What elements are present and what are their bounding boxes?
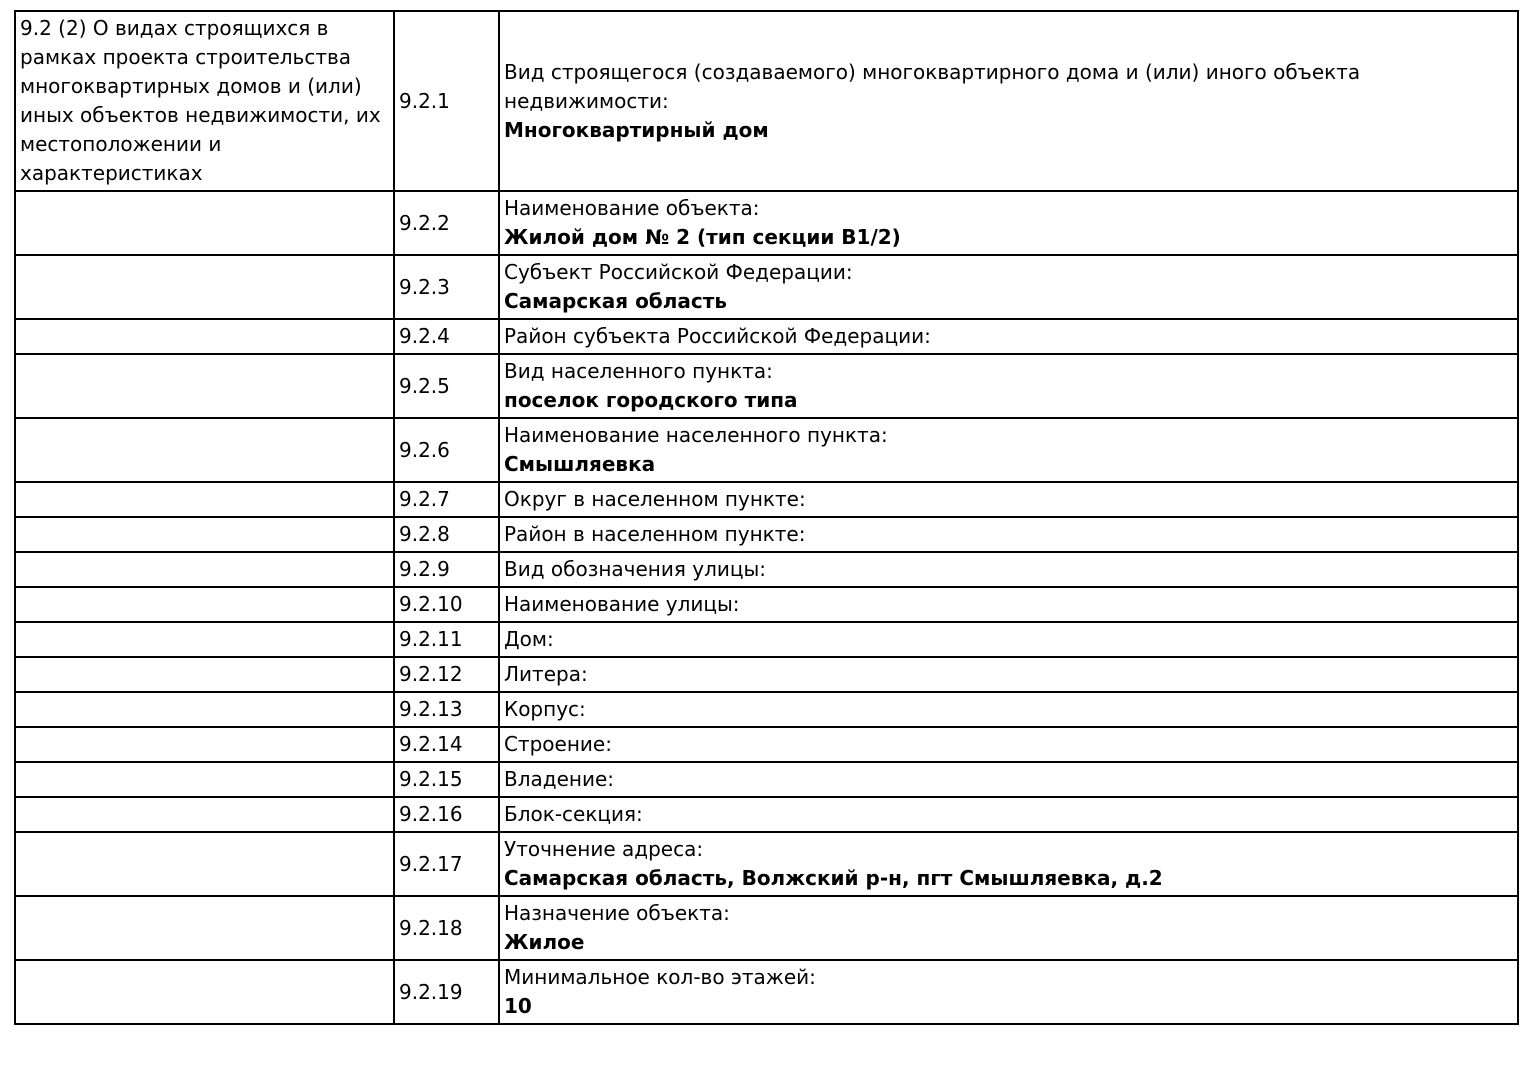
field-value: Жилой дом № 2 (тип секции В1/2) bbox=[504, 225, 901, 249]
row-number: 9.2.17 bbox=[394, 832, 499, 896]
row-number: 9.2.9 bbox=[394, 552, 499, 587]
row-content-cell bbox=[499, 517, 1518, 552]
table-row bbox=[15, 354, 1518, 418]
empty-description-cell bbox=[15, 587, 394, 622]
table-row bbox=[15, 960, 1518, 1024]
row-content-cell bbox=[499, 762, 1518, 797]
table-row bbox=[15, 622, 1518, 657]
section-title: 9.2 (2) О видах строящихся в рамках проекта строительства многоквартирных домов и (или) иных объектов недвижимости, их местоположении и характеристиках bbox=[20, 16, 381, 185]
empty-description-cell bbox=[15, 832, 394, 896]
row-content-cell bbox=[499, 319, 1518, 354]
row-content-cell bbox=[499, 692, 1518, 727]
row-number: 9.2.15 bbox=[394, 762, 499, 797]
table-row bbox=[15, 797, 1518, 832]
field-value: Жилое bbox=[504, 930, 585, 954]
row-number: 9.2.7 bbox=[394, 482, 499, 517]
field-value: поселок городского типа bbox=[504, 388, 798, 412]
row-content-cell bbox=[499, 832, 1518, 896]
row-number: 9.2.6 bbox=[394, 418, 499, 482]
field-value: Многоквартирный дом bbox=[504, 117, 769, 142]
row-number: 9.2.2 bbox=[394, 191, 499, 255]
table-row bbox=[15, 418, 1518, 482]
table-row bbox=[15, 191, 1518, 255]
empty-description-cell bbox=[15, 622, 394, 657]
row-content-cell bbox=[499, 482, 1518, 517]
field-label: Округ в населенном пункте: bbox=[504, 487, 806, 511]
row-number: 9.2.18 bbox=[394, 896, 499, 960]
empty-description-cell bbox=[15, 692, 394, 727]
row-content-cell bbox=[499, 191, 1518, 255]
row-number: 9.2.3 bbox=[394, 255, 499, 319]
field-label: Район субъекта Российской Федерации: bbox=[504, 324, 931, 348]
empty-description-cell bbox=[15, 657, 394, 692]
empty-description-cell bbox=[15, 418, 394, 482]
field-value: Самарская область bbox=[504, 289, 728, 313]
row-content-cell bbox=[499, 418, 1518, 482]
empty-description-cell bbox=[15, 255, 394, 319]
field-label: Наименование объекта: bbox=[504, 196, 760, 220]
field-label: Вид обозначения улицы: bbox=[504, 557, 767, 581]
table-row bbox=[15, 727, 1518, 762]
row-content-cell bbox=[499, 587, 1518, 622]
row-number: 9.2.12 bbox=[394, 657, 499, 692]
empty-description-cell bbox=[15, 482, 394, 517]
row-content-cell bbox=[499, 255, 1518, 319]
declaration-table bbox=[14, 10, 1519, 1025]
row-content-cell bbox=[499, 727, 1518, 762]
row-number: 9.2.10 bbox=[394, 587, 499, 622]
field-label: Литера: bbox=[504, 662, 588, 686]
empty-description-cell bbox=[15, 727, 394, 762]
table-row bbox=[15, 319, 1518, 354]
empty-description-cell bbox=[15, 517, 394, 552]
row-number: 9.2.14 bbox=[394, 727, 499, 762]
row-number: 9.2.4 bbox=[394, 319, 499, 354]
field-value: Самарская область, Волжский р-н, пгт Смышляевка, д.2 bbox=[504, 866, 1163, 890]
table-row bbox=[15, 692, 1518, 727]
table-row bbox=[15, 657, 1518, 692]
field-label: Назначение объекта: bbox=[504, 901, 730, 925]
field-label: Строение: bbox=[504, 732, 612, 756]
table-row bbox=[15, 482, 1518, 517]
field-label: Уточнение адреса: bbox=[504, 837, 704, 861]
field-label: Район в населенном пункте: bbox=[504, 522, 806, 546]
field-label: Дом: bbox=[504, 627, 554, 651]
row-number: 9.2.13 bbox=[394, 692, 499, 727]
field-label: Наименование населенного пункта: bbox=[504, 423, 888, 447]
table-row bbox=[15, 255, 1518, 319]
table-row bbox=[15, 832, 1518, 896]
field-label: Субъект Российской Федерации: bbox=[504, 260, 853, 284]
field-value: 10 bbox=[504, 994, 532, 1018]
row-content-cell bbox=[499, 622, 1518, 657]
empty-description-cell bbox=[15, 552, 394, 587]
row-number: 9.2.1 bbox=[394, 11, 499, 191]
row-content-cell bbox=[499, 552, 1518, 587]
row-number: 9.2.11 bbox=[394, 622, 499, 657]
row-content-cell bbox=[499, 797, 1518, 832]
table-body bbox=[15, 11, 1518, 1024]
table-row bbox=[15, 587, 1518, 622]
row-content-cell bbox=[499, 896, 1518, 960]
empty-description-cell bbox=[15, 896, 394, 960]
empty-description-cell bbox=[15, 797, 394, 832]
field-label: Блок-секция: bbox=[504, 802, 643, 826]
field-label: Вид строящегося (создаваемого) многоквартирного дома и (или) иного объекта недвижимости: bbox=[504, 59, 1361, 113]
empty-description-cell bbox=[15, 354, 394, 418]
row-content-cell bbox=[499, 354, 1518, 418]
row-number: 9.2.16 bbox=[394, 797, 499, 832]
empty-description-cell bbox=[15, 762, 394, 797]
row-content-cell bbox=[499, 11, 1518, 191]
row-number: 9.2.8 bbox=[394, 517, 499, 552]
empty-description-cell bbox=[15, 960, 394, 1024]
field-label: Минимальное кол-во этажей: bbox=[504, 965, 816, 989]
table-row bbox=[15, 896, 1518, 960]
empty-description-cell bbox=[15, 319, 394, 354]
row-content-cell bbox=[499, 960, 1518, 1024]
field-label: Вид населенного пункта: bbox=[504, 359, 773, 383]
field-label: Наименование улицы: bbox=[504, 592, 740, 616]
field-label: Корпус: bbox=[504, 697, 586, 721]
empty-description-cell bbox=[15, 191, 394, 255]
section-description-cell bbox=[15, 11, 394, 191]
row-content-cell bbox=[499, 657, 1518, 692]
row-number: 9.2.5 bbox=[394, 354, 499, 418]
table-row bbox=[15, 762, 1518, 797]
table-row bbox=[15, 552, 1518, 587]
field-label: Владение: bbox=[504, 767, 615, 791]
row-number: 9.2.19 bbox=[394, 960, 499, 1024]
table-row bbox=[15, 11, 1518, 191]
field-value: Смышляевка bbox=[504, 452, 656, 476]
table-row bbox=[15, 517, 1518, 552]
